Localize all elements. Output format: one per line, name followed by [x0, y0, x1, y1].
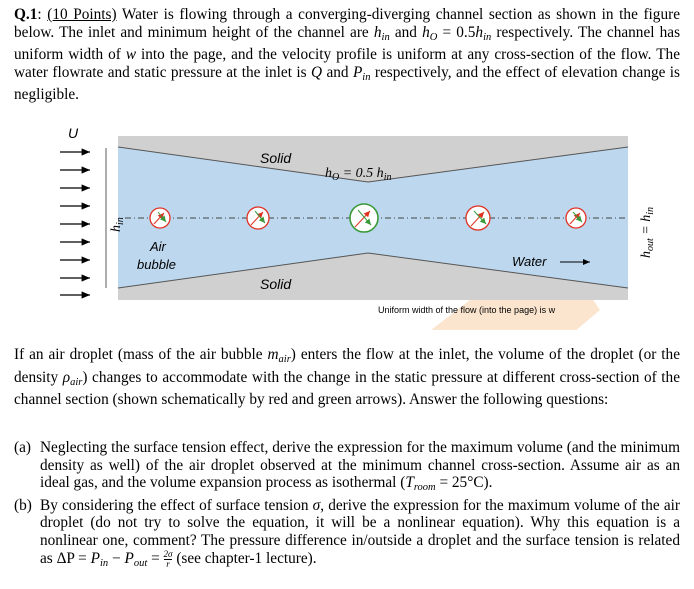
part-a: (a) Neglecting the surface tension effect, derive the expression for the maximum volume (and the minimum density as well) of the air droplet observed at the minimum channel cross-section. Assume air as an ideal gas, and the volume expansion process as isothermal $(T_{room} = 25^\circ C)$. [14, 439, 680, 494]
air-bubble-3 [350, 204, 378, 232]
hin-label: $h_{in}$ [109, 217, 126, 232]
ho-label: $h_O = 0.5$ $h_{in}$ [325, 166, 392, 183]
water-label: Water [512, 254, 547, 269]
air-bubble-4 [466, 206, 490, 230]
inlet-velocity-arrows [60, 152, 90, 295]
air-bubble-5 [566, 208, 586, 228]
bubble-label: bubble [137, 257, 177, 272]
hout-label: $h_{out} = h_{in}$ [639, 206, 656, 258]
velocity-label: U [68, 125, 79, 141]
part-a-label: (a) [14, 439, 31, 456]
question-points: (10 Points) [47, 6, 117, 23]
air-bubble-1 [150, 208, 170, 228]
question-intro: Q.1: (10 Points) Water is flowing through a converging-diverging channel section as shown in the figure below. The inlet and minimum height of the channel are $h_{in}$ and $h_O = 0.5h_{in}$ respectively. The channel has uniform width of w into the page, and the velocity profile is uniform at any cross-section of the flow. The water flowrate and static pressure at the inlet is Q and $P_{in}$ respectively, and the effect of elevation change is negligible. [14, 6, 681, 104]
width-note: Uniform width of the flow (into the page) is w [378, 305, 556, 315]
air-bubble-2 [247, 207, 269, 229]
part-b-label: (b) [14, 496, 32, 514]
solid-top-label: Solid [260, 150, 292, 166]
part-b: (b) By considering the effect of surface tension σ, derive the expression for the maximum volume of the air droplet (do not try to solve the equation, it will be a nonlinear equation). Why this equation is a nonlinear one, comment? The pressure difference in/outside a droplet and the surface tension is related as $\Delta P = P_{in} - P_{out}$ = $\frac{2\sigma}{r}$ (see chapter-1 lecture). [14, 496, 680, 569]
droplet-paragraph: If an air droplet (mass of the air bubble $m_{air}$) enters the flow at the inlet, the volume of the droplet (or the density $\rho_{air}$) changes to accommodate with the change in the static pressure at different cross-section of the channel section (shown schematically by red and green arrows). Answer the following questions: [14, 346, 680, 409]
question-number: Q.1 [14, 6, 38, 23]
question-parts [14, 439, 680, 572]
solid-bottom-label: Solid [260, 276, 292, 292]
air-label: Air [150, 239, 166, 254]
